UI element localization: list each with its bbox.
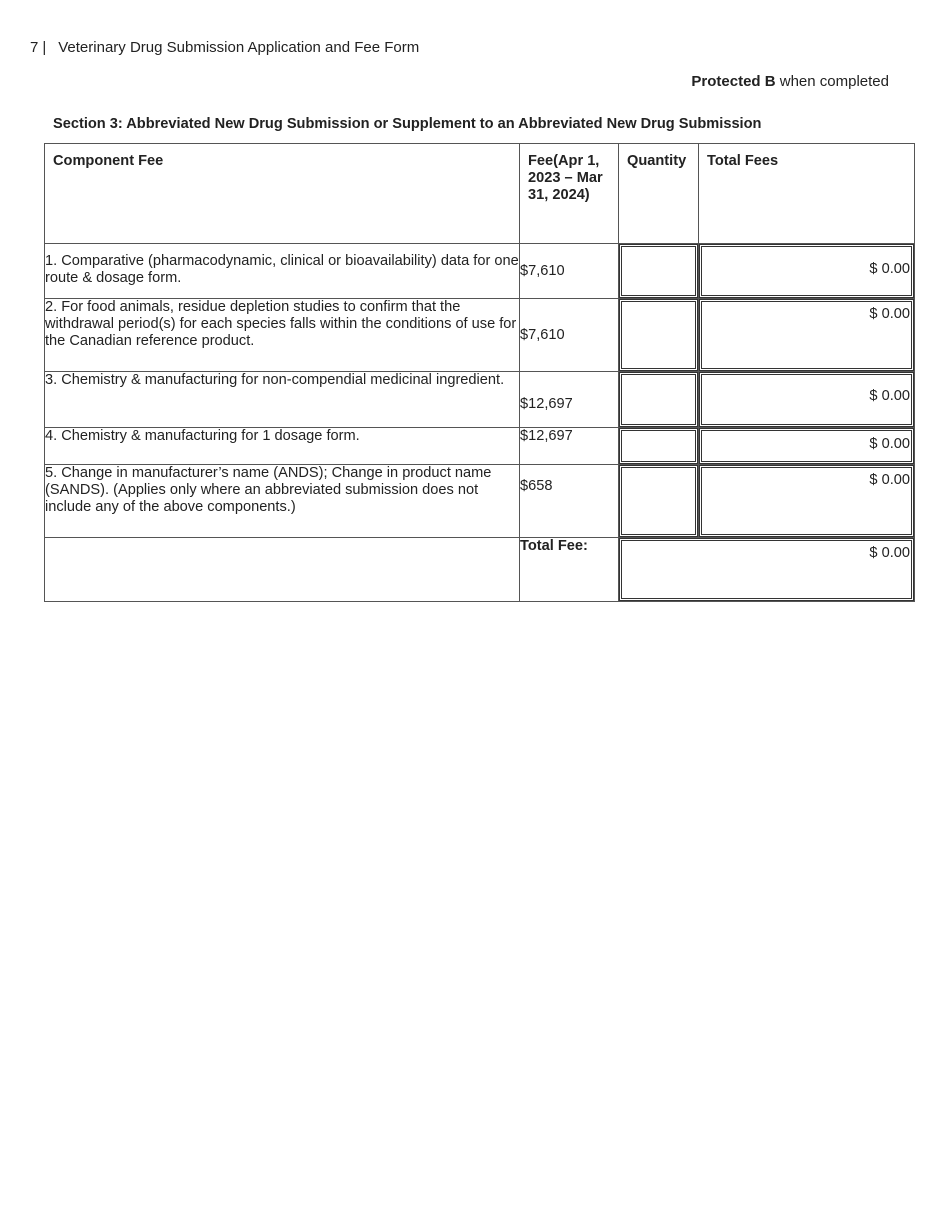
table-header-row — [45, 144, 915, 244]
row-description: 1. Comparative (pharmacodynamic, clinical or bioavailability) data for one route & dosage form. — [45, 244, 520, 299]
header-fee-period: Fee(Apr 1, 2023 – Mar 31, 2024) — [520, 144, 619, 244]
quantity-cell — [619, 372, 699, 428]
row-fee: $12,697 — [520, 372, 619, 428]
row-description: 2. For food animals, residue depletion studies to confirm that the withdrawal period(s) for each species falls within the conditions of use for the Canadian reference product. — [45, 299, 520, 372]
quantity-cell — [619, 428, 699, 465]
table-row — [45, 465, 915, 538]
table-row — [45, 372, 915, 428]
protected-qualifier: when completed — [775, 73, 889, 90]
total-fee-field[interactable]: $ 0.00 — [699, 465, 914, 537]
fee-table — [44, 143, 915, 602]
total-cell — [699, 299, 915, 372]
page-header — [30, 39, 419, 56]
section-title: Section 3: Abbreviated New Drug Submission or Supplement to an Abbreviated New Drug Submission — [53, 116, 762, 132]
total-fee-field[interactable]: $ 0.00 — [699, 372, 914, 427]
header-quantity: Quantity — [619, 144, 699, 244]
table-row — [45, 244, 915, 299]
header-component-fee: Component Fee — [45, 144, 520, 244]
document-title: Veterinary Drug Submission Application and Fee Form — [58, 39, 420, 56]
total-cell — [699, 244, 915, 299]
total-cell — [699, 465, 915, 538]
row-fee: $658 — [520, 465, 619, 538]
quantity-cell — [619, 465, 699, 538]
row-description: 3. Chemistry & manufacturing for non-compendial medicinal ingredient. — [45, 372, 520, 428]
total-fee-label: Total Fee: — [520, 538, 619, 602]
quantity-input[interactable] — [619, 428, 698, 464]
header-separator: | — [42, 39, 47, 56]
quantity-input[interactable] — [619, 244, 698, 298]
protected-notice — [691, 73, 889, 90]
total-cell — [699, 372, 915, 428]
grand-total-cell — [619, 538, 915, 602]
quantity-cell — [619, 244, 699, 299]
quantity-input[interactable] — [619, 299, 698, 371]
row-fee: $7,610 — [520, 244, 619, 299]
table-row — [45, 299, 915, 372]
total-cell — [699, 428, 915, 465]
quantity-input[interactable] — [619, 372, 698, 427]
row-fee: $12,697 — [520, 428, 619, 465]
total-fee-field[interactable]: $ 0.00 — [699, 299, 914, 371]
total-row — [45, 538, 915, 602]
total-fee-field[interactable]: $ 0.00 — [699, 244, 914, 298]
row-description: 4. Chemistry & manufacturing for 1 dosage form. — [45, 428, 520, 465]
total-fee-field[interactable]: $ 0.00 — [699, 428, 914, 464]
total-row-blank — [45, 538, 520, 602]
header-total-fees: Total Fees — [699, 144, 915, 244]
protected-level: Protected B — [691, 73, 776, 90]
quantity-cell — [619, 299, 699, 372]
quantity-input[interactable] — [619, 465, 698, 537]
row-fee: $7,610 — [520, 299, 619, 372]
grand-total-field[interactable]: $ 0.00 — [619, 538, 914, 601]
page-number: 7 — [30, 39, 39, 56]
table-row — [45, 428, 915, 465]
row-description: 5. Change in manufacturer’s name (ANDS); Change in product name (SANDS). (Applies only where an abbreviated submission does not include any of the above components.) — [45, 465, 520, 538]
